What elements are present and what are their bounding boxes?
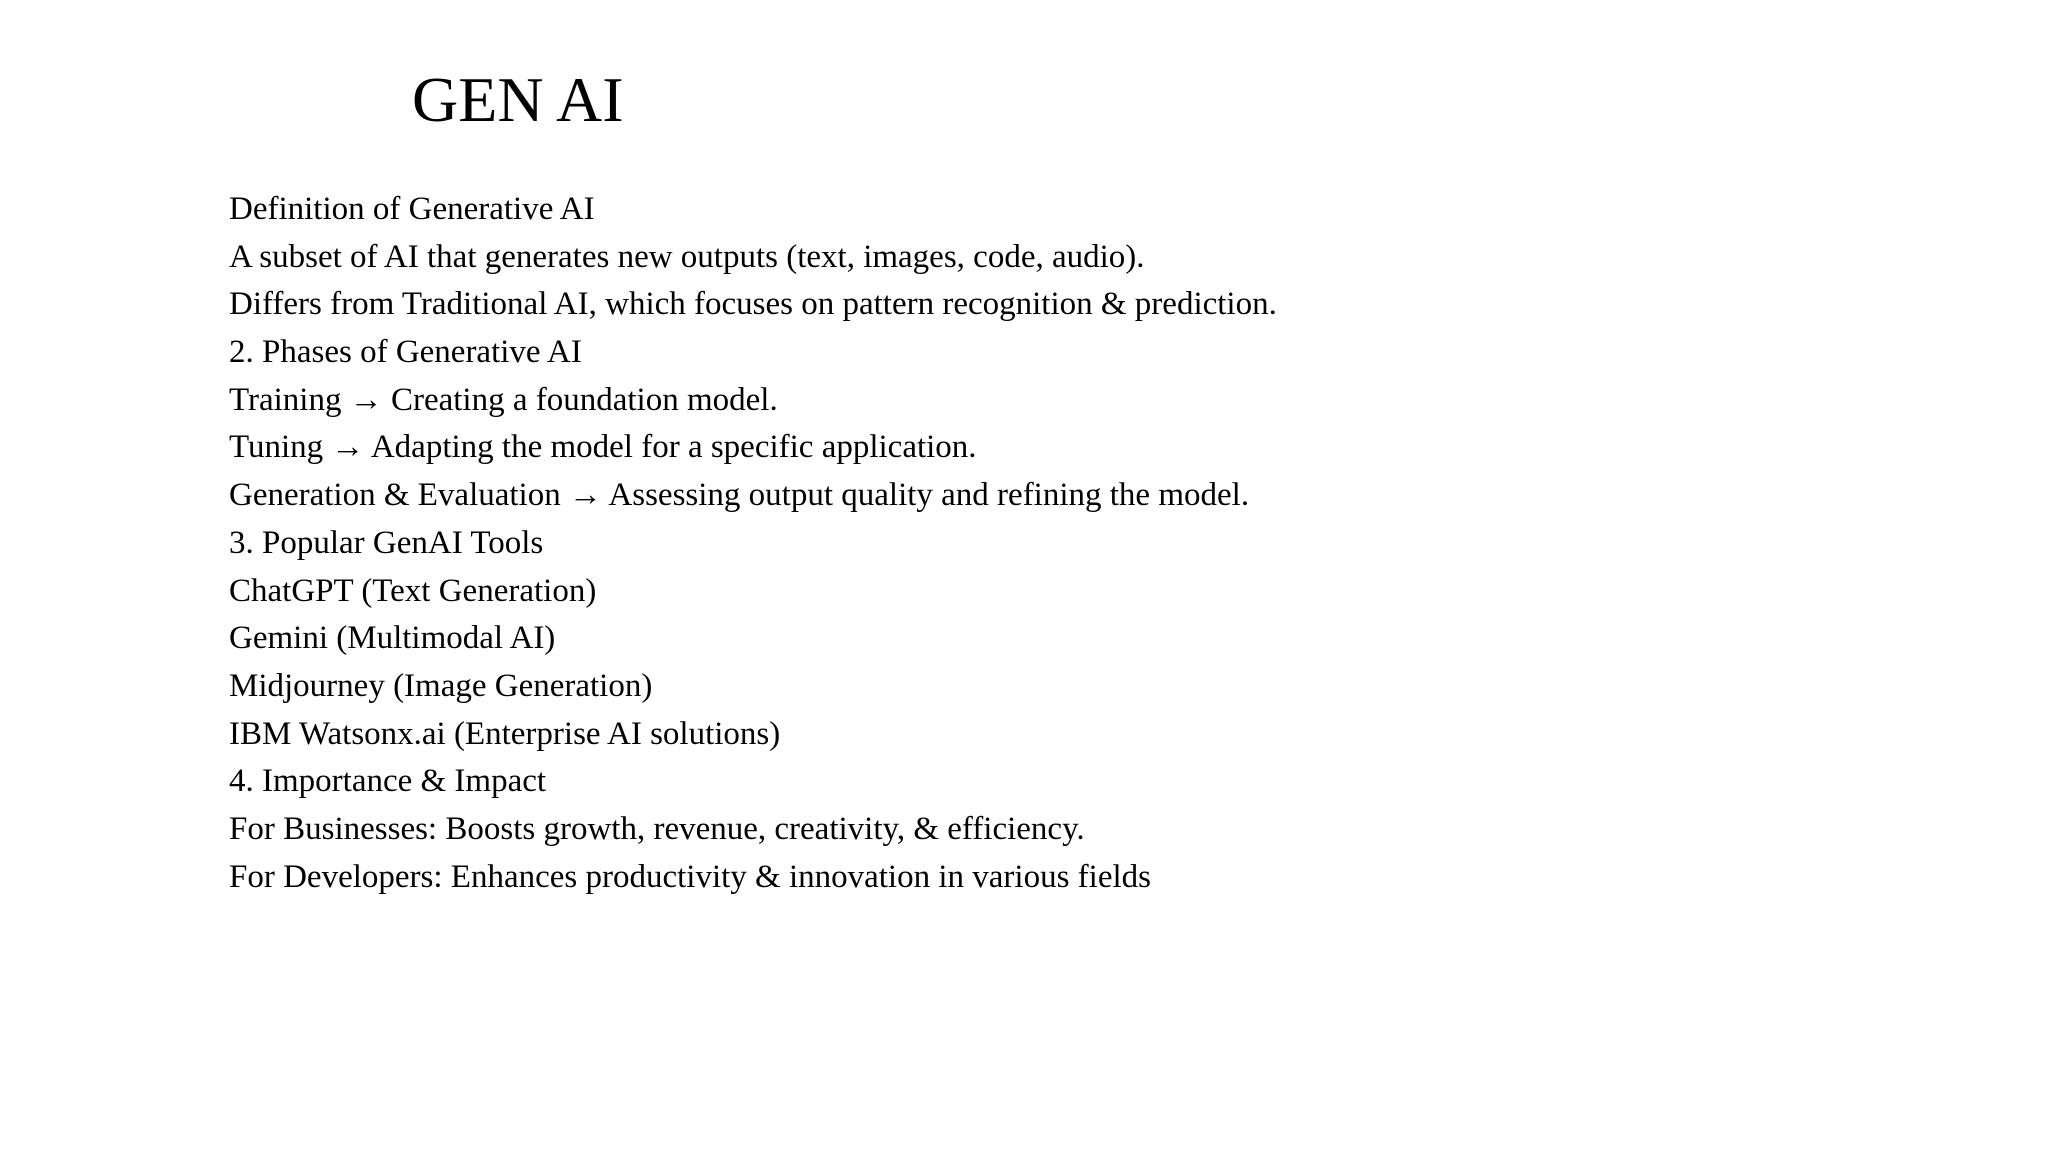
slide-line-definition-differs: Differs from Traditional AI, which focuses on pattern recognition & prediction.: [229, 286, 1277, 323]
slide-line-tools-heading: 3. Popular GenAI Tools: [229, 524, 544, 561]
slide-title: GEN AI: [412, 64, 624, 135]
slide-line-definition-subset: A subset of AI that generates new outputs (text, images, code, audio).: [229, 238, 1145, 275]
slide-line-impact-heading: 4. Importance & Impact: [229, 763, 547, 800]
slide-line-phase-tuning: Tuning → Adapting the model for a specific application.: [229, 429, 977, 466]
slide-body: [229, 186, 1277, 901]
slide-line-tool-chatgpt: ChatGPT (Text Generation): [229, 572, 597, 609]
slide-line-phase-generation: Generation & Evaluation → Assessing output quality and refining the model.: [229, 477, 1250, 514]
slide-line-tool-midjourney: Midjourney (Image Generation): [229, 667, 653, 704]
slide-line-tool-gemini: Gemini (Multimodal AI): [229, 620, 556, 657]
slide-line-impact-developers: For Developers: Enhances productivity & innovation in various fields: [229, 858, 1151, 895]
slide-line-definition-heading: Definition of Generative AI: [229, 191, 595, 227]
slide-line-phase-training: Training → Creating a foundation model.: [229, 381, 778, 418]
slide-line-tool-watsonx: IBM Watsonx.ai (Enterprise AI solutions): [229, 715, 781, 752]
slide-line-impact-businesses: For Businesses: Boosts growth, revenue, creativity, & efficiency.: [229, 810, 1085, 847]
slide-line-phases-heading: 2. Phases of Generative AI: [229, 334, 582, 371]
